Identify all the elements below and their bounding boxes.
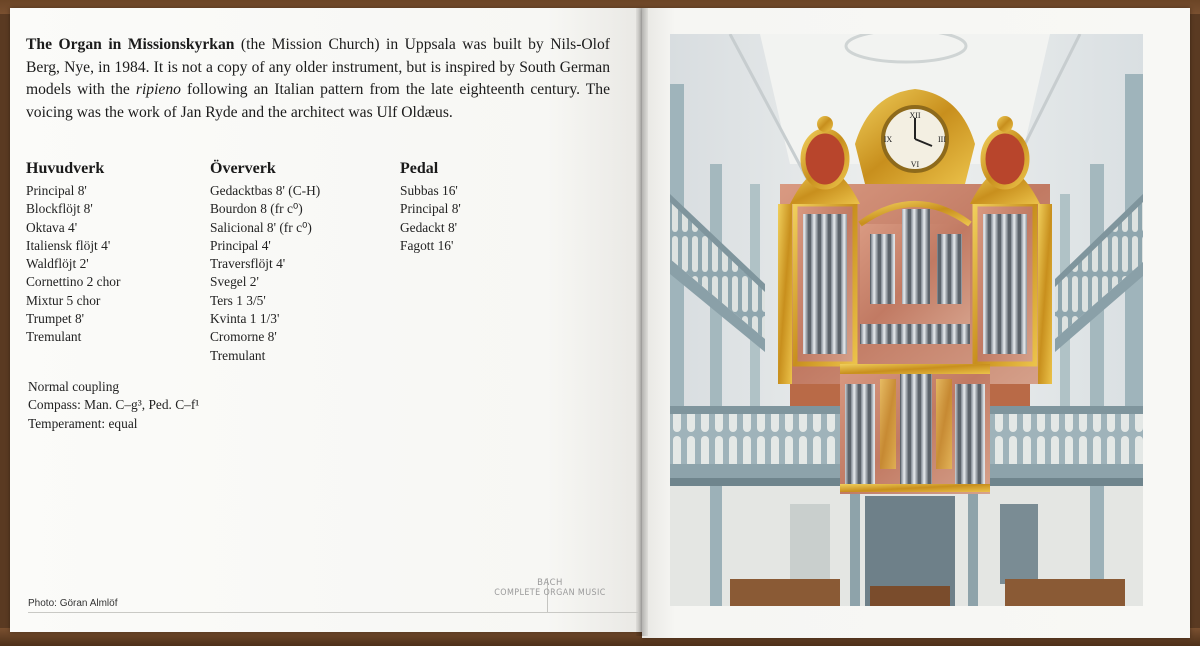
stop-item: Mixtur 5 chor	[26, 292, 101, 308]
stop-item: Cornettino 2 chor	[26, 274, 121, 290]
intro-lead: The Organ in Missionskyrkan	[26, 36, 235, 53]
stop-item: Tremulant	[210, 347, 266, 363]
logo-line-1: BACH	[537, 578, 563, 588]
intro-text-1: (the Mission Church) in Uppsala was built by Nils-Olof Berg, Nye, in 1984. It is not a copy of any older instrument, but is inspired by South German models with the	[26, 36, 610, 98]
division-oververk	[210, 160, 320, 365]
stop-item: Trumpet 8'	[26, 311, 85, 327]
photo-credit: Photo: Göran Almlöf	[28, 598, 118, 609]
stop-item: Italiensk flöjt 4'	[26, 237, 111, 253]
division-title: Pedal	[400, 160, 439, 177]
stop-item: Cromorne 8'	[210, 329, 277, 345]
organ-illustration	[670, 34, 1143, 606]
division-huvudverk	[26, 160, 120, 347]
stop-item: Principal 4'	[210, 237, 271, 253]
series-logo	[490, 578, 610, 597]
spec-compass: Compass: Man. C–g³, Ped. C–f¹	[28, 397, 200, 413]
clock-numeral: IX	[883, 135, 893, 144]
stop-item: Waldflöjt 2'	[26, 256, 89, 272]
booklet-spine	[636, 8, 648, 636]
clock-numeral: III	[938, 135, 946, 144]
stop-item: Fagott 16'	[400, 237, 454, 253]
spec-coupling: Normal coupling	[28, 379, 120, 394]
stop-item: Salicional 8' (fr c⁰)	[210, 219, 312, 235]
intro-italic-term: ripieno	[135, 81, 181, 98]
footer-rule	[28, 612, 638, 613]
stop-item: Oktava 4'	[26, 219, 78, 235]
intro-paragraph	[26, 34, 610, 124]
division-pedal	[400, 160, 461, 255]
stop-item: Bourdon 8 (fr c⁰)	[210, 201, 303, 217]
stop-item: Ters 1 3/5'	[210, 292, 266, 308]
stop-item: Svegel 2'	[210, 274, 259, 290]
stop-list	[210, 182, 320, 365]
intro-text-2: following an Italian pattern from the late eighteenth century. The voicing was the work of Jan Ryde and the architect was Ulf Oldæus.	[26, 81, 611, 121]
stop-list	[400, 182, 461, 255]
stop-item: Principal 8'	[400, 201, 461, 217]
clock-numeral: VI	[910, 160, 920, 169]
spec-temperament: Temperament: equal	[28, 415, 138, 431]
stop-item: Blockflöjt 8'	[26, 201, 93, 217]
organ-specifications	[28, 378, 199, 433]
organ-photo	[670, 34, 1143, 606]
logo-line-2: COMPLETE ORGAN MUSIC	[494, 587, 606, 598]
stop-item: Traversflöjt 4'	[210, 256, 286, 272]
stop-item: Principal 8'	[26, 183, 87, 198]
stop-item: Subbas 16'	[400, 183, 458, 198]
stop-item: Gedacktbas 8' (C-H)	[210, 183, 321, 198]
stop-item: Kvinta 1 1/3'	[210, 311, 280, 327]
stop-item: Gedackt 8'	[400, 219, 458, 235]
stop-list	[26, 182, 120, 347]
clock-numeral: XII	[909, 111, 921, 120]
division-title: Huvudverk	[26, 160, 105, 177]
division-title: Öververk	[210, 160, 276, 177]
stop-item: Tremulant	[26, 329, 82, 345]
